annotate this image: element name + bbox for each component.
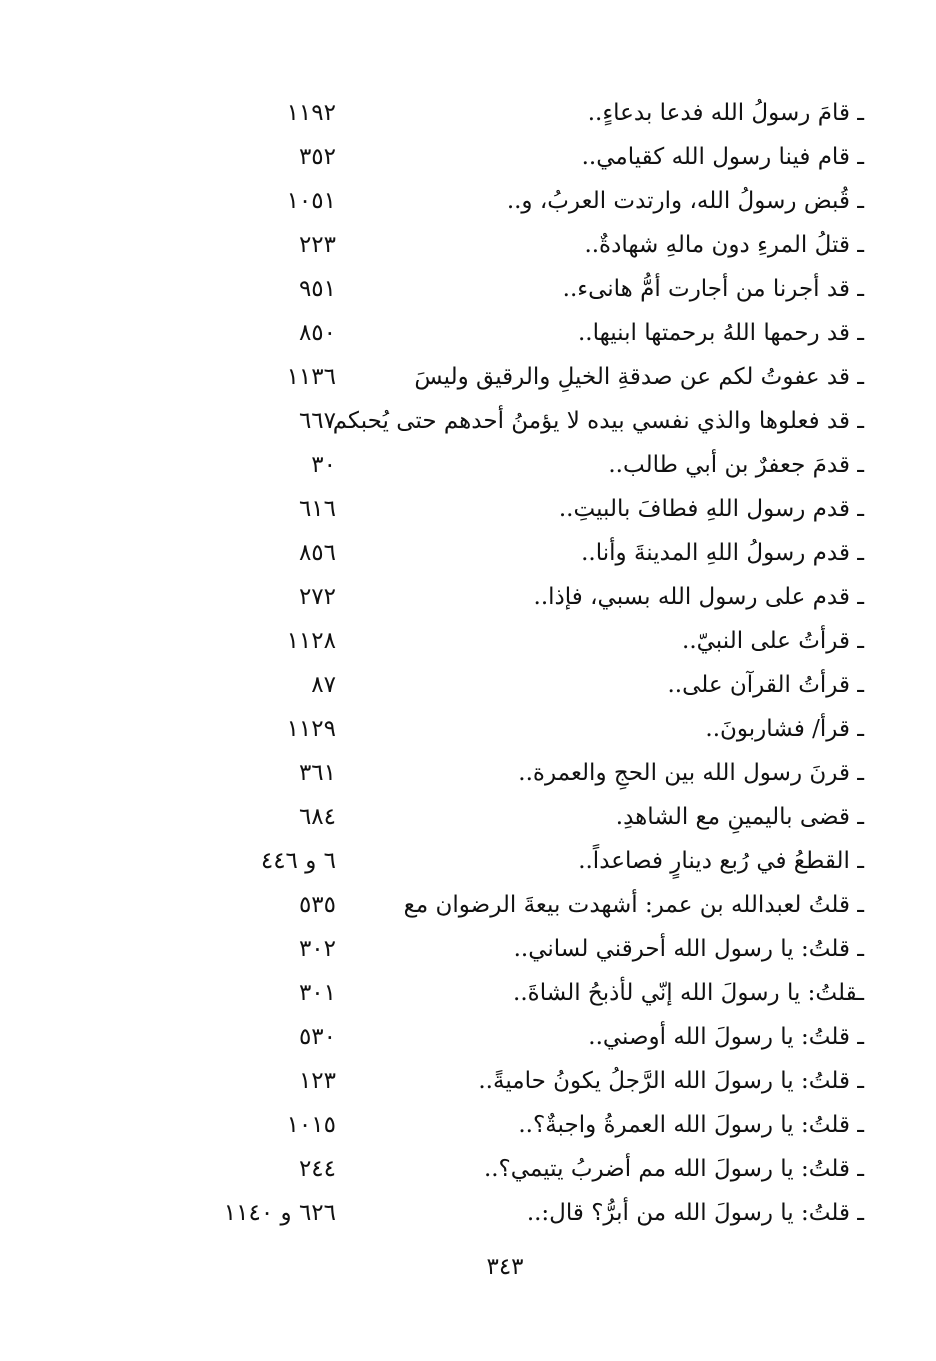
entry-reference: ١٠٥١ (286, 188, 336, 214)
entry-text: ـ قد أجرنا من أجارت أمُّ هانىء.. (562, 276, 864, 302)
index-entry (0, 664, 936, 707)
entry-text: ـ قُبض رسولُ الله، وارتدت العربُ، و.. (506, 188, 864, 214)
entry-reference: ١١٩٢ (286, 100, 336, 126)
index-entry (0, 884, 936, 927)
entry-text: ـ قد رحمها اللهُ برحمتها ابنيها.. (578, 320, 864, 346)
entry-text: ـ قدم رسول اللهِ فطافَ بالبيتِ.. (558, 496, 864, 522)
entry-text: ـقلتُ: يا رسولَ الله إنّي لأذبحُ الشاةَ.. (513, 980, 864, 1006)
entry-reference: ١١٢٩ (286, 716, 336, 742)
index-entry (0, 136, 936, 179)
index-entry (0, 92, 936, 135)
entry-reference: ٩٥١ (298, 276, 336, 302)
entry-reference: ٥٣٠ (298, 1024, 336, 1050)
entry-text: ـ قرأتُ على النبيّ.. (682, 628, 864, 654)
entry-text: ـ قلتُ: يا رسولَ الله مم أضربُ يتيمي؟.. (483, 1156, 864, 1182)
index-entry (0, 532, 936, 575)
entry-reference: ٦ و ٤٤٦ (260, 848, 336, 874)
entry-reference: ٦١٦ (298, 496, 336, 522)
entry-reference: ٣٠ (311, 452, 336, 478)
entry-reference: ١٢٣ (298, 1068, 336, 1094)
entry-text: ـ قدم رسولُ اللهِ المدينةَ وأنا.. (581, 540, 864, 566)
entry-text: ـ قلتُ: يا رسولَ الله من أبرُّ؟ قال:.. (526, 1200, 864, 1226)
index-entry (0, 576, 936, 619)
entry-text: ـ قلتُ لعبدالله بن عمر: أشهدت بيعةَ الرضوان مع (403, 892, 864, 918)
index-entry (0, 312, 936, 355)
entry-text: ـ القطعُ في رُبع دينارٍ فصاعداً.. (578, 848, 864, 874)
entry-reference: ٥٣٥ (298, 892, 336, 918)
entry-text: ـ قدم على رسول الله بسبي، فإذا.. (533, 584, 864, 610)
entry-reference: ٦٢٦ و ١١٤٠ (223, 1200, 336, 1226)
index-entry (0, 488, 936, 531)
index-entry (0, 444, 936, 487)
entry-text: ـ قام فينا رسول الله كقيامي.. (581, 144, 864, 170)
entry-reference: ٨٥٠ (298, 320, 336, 346)
index-entry (0, 356, 936, 399)
index-entry (0, 972, 936, 1015)
index-entry (0, 180, 936, 223)
entry-reference: ٣٦١ (298, 760, 336, 786)
entry-reference: ٨٧ (311, 672, 336, 698)
entry-reference: ٣٠٢ (298, 936, 336, 962)
index-entry (0, 268, 936, 311)
entry-text: ـ قرنَ رسول الله بين الحجِ والعمرة.. (518, 760, 864, 786)
index-entry (0, 1192, 936, 1235)
entry-text: ـ قرأتُ القرآن على.. (667, 672, 864, 698)
entry-reference: ٣٥٢ (298, 144, 336, 170)
entry-reference: ١٠١٥ (286, 1112, 336, 1138)
index-entry (0, 620, 936, 663)
entry-text: ـ قلتُ: يا رسولَ الله العمرةُ واجبةٌ؟.. (518, 1112, 864, 1138)
entry-reference: ٦٦٧ (298, 408, 336, 434)
entry-reference: ٢٤٤ (298, 1156, 336, 1182)
entry-reference: ١١٢٨ (286, 628, 336, 654)
index-entry (0, 1104, 936, 1147)
index-entry (0, 1060, 936, 1103)
entry-text: ـ قلتُ: يا رسولَ الله أوصني.. (588, 1024, 864, 1050)
entry-reference: ١١٣٦ (286, 364, 336, 390)
index-entry (0, 1148, 936, 1191)
entry-text: ـ قدمَ جعفرٌ بن أبي طالب.. (608, 452, 864, 478)
hadith-index-list (0, 92, 936, 1232)
index-entry (0, 400, 936, 443)
entry-text: ـ قلتُ: يا رسول الله أحرقني لساني.. (513, 936, 864, 962)
entry-reference: ٣٠١ (298, 980, 336, 1006)
entry-reference: ٦٨٤ (298, 804, 336, 830)
index-entry (0, 796, 936, 839)
entry-reference: ٢٧٢ (298, 584, 336, 610)
index-entry (0, 928, 936, 971)
index-entry (0, 1016, 936, 1059)
entry-reference: ٨٥٦ (298, 540, 336, 566)
entry-text: ـ قضى باليمينِ مع الشاهدِ. (615, 804, 864, 830)
entry-text: ـ قتلُ المرءِ دون مالهِ شهادةٌ.. (584, 232, 864, 258)
entry-reference: ٢٢٣ (298, 232, 336, 258)
entry-text: ـ قلتُ: يا رسولَ الله الرَّجلُ يكونُ حاميةً.. (478, 1068, 864, 1094)
entry-text: ـ قد فعلوها والذي نفسي بيده لا يؤمنُ أحدهم حتى يُحبكم (332, 408, 864, 434)
entry-text: ـ قد عفوتُ لكم عن صدقةِ الخيلِ والرقيق وليسَ (414, 364, 864, 390)
index-entry (0, 224, 936, 267)
index-entry (0, 840, 936, 883)
index-entry (0, 708, 936, 751)
entry-text: ـ قامَ رسولُ الله فدعا بدعاءٍ.. (587, 100, 864, 126)
entry-text: ـ قرأ/ فشاربونَ.. (705, 716, 864, 742)
index-entry (0, 752, 936, 795)
page-number: ٣٤٣ (486, 1254, 524, 1280)
